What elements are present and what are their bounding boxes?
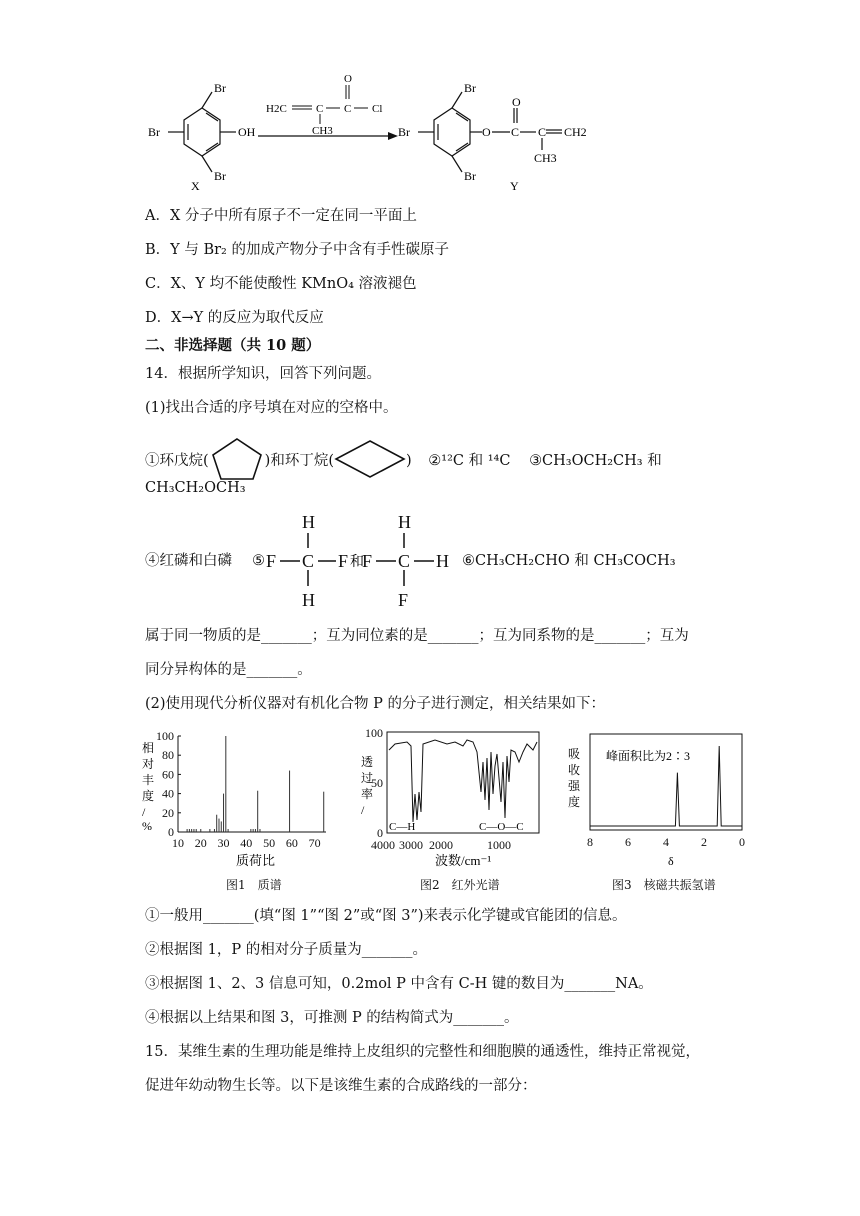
q14-items-row1 [145,437,662,481]
svg-text:过: 过 [361,771,374,785]
atom-c: C [316,103,324,115]
svg-text:强: 强 [568,779,581,793]
fig1-caption: 图1 质谱 [226,878,282,892]
fill-line-2: 同分异构体的是_______。 [145,662,312,678]
q14-sub3: ③根据图 1、2、3 信息可知，0.2mol P 中含有 C-H 键的数目为_______NA。 [145,976,653,992]
cyclopentane-structure [209,437,265,481]
svg-text:率: 率 [361,787,374,801]
atom-oh: OH [238,125,256,139]
svg-text:收: 收 [568,763,581,777]
svg-text:H: H [436,551,449,571]
fig3-caption: 图3 核磁共振氢谱 [612,878,716,892]
annotation-ch: C—H [389,821,416,833]
item1-c: ) [406,453,412,469]
ytick-label: 100 [156,729,174,743]
atom-br: Br [464,81,476,95]
atom-ch3: CH3 [312,125,333,137]
ylabel-char: 对 [142,757,155,771]
xtick-label: 2 [701,835,707,849]
xtick-label: 70 [308,836,321,850]
ir-trace [389,740,537,822]
q14-part1: (1)找出合适的序号填在对应的空格中。 [145,400,398,416]
ytick-label: 0 [168,825,174,839]
peak-area-annotation: 峰面积比为2∶3 [606,749,691,763]
ylabel-char: 度 [142,789,155,803]
svg-text:F: F [362,551,373,571]
ytick-label: 20 [162,805,174,820]
reactant-label: X [191,179,200,193]
svg-text:H: H [398,512,411,532]
atom-ch3: CH3 [534,151,557,165]
item5-prefix: ⑤ [252,553,265,569]
cyclobutane-structure [334,439,406,479]
xlabel: 波数/cm⁻¹ [435,853,492,868]
fill-line-1: 属于同一物质的是_______；互为同位素的是_______；互为同系物的是_______；互为 [145,628,689,644]
svg-text:H: H [302,590,315,610]
svg-text:F: F [398,590,409,610]
ylabel-char: 丰 [142,773,155,787]
svg-text:吸: 吸 [568,747,581,761]
ylabel-char: / [142,805,146,819]
xlabel: 质荷比 [236,853,276,868]
xtick-label: 20 [194,836,207,850]
atom-c: C [344,103,352,115]
xtick-label: 60 [285,836,298,850]
ytick-label: 40 [162,786,174,801]
xtick-label: 50 [263,836,276,850]
xtick-label: 0 [739,835,745,849]
item3: ③CH₃OCH₂CH₃ 和 [529,453,662,469]
option-a: A．X 分子中所有原子不一定在同一平面上 [145,208,417,224]
atom-br: Br [148,125,160,139]
fig2-caption: 图2 红外光谱 [420,878,500,892]
option-d: D．X→Y 的反应为取代反应 [145,310,324,326]
q15-line1: 15．某维生素的生理功能是维持上皮组织的完整性和细胞膜的通透性，维持正常视觉， [145,1044,700,1060]
atom-c: C [538,125,547,139]
svg-text:H: H [302,512,315,532]
item5-and: 和 [350,555,364,570]
svg-text:C: C [302,551,315,571]
item6: ⑥CH₃CH₂CHO 和 CH₃COCH₃ [462,553,676,569]
svg-text:F: F [266,551,277,571]
xtick-label: 30 [217,836,230,850]
xtick-label: 8 [587,835,593,849]
atom-cl: Cl [372,103,383,115]
atom-o: O [512,95,521,109]
option-c: C．X、Y 均不能使酸性 KMnO₄ 溶液褪色 [145,276,417,292]
reaction-scheme [140,70,610,195]
svg-text:F: F [338,551,349,571]
section-heading: 二、非选择题（共 10 题） [145,337,321,354]
ylabel-char: % [142,819,152,833]
xlabel: δ [668,854,674,868]
item5-structures [264,508,464,612]
ir-spectrum-chart [355,722,550,872]
ytick: 100 [365,726,383,740]
svg-text:/: / [361,803,365,817]
svg-text:透: 透 [361,755,374,769]
atom-c: C [511,125,520,139]
xtick-label: 4 [663,835,669,849]
q14-sub2: ②根据图 1，P 的相对分子质量为_______。 [145,942,427,958]
xtick: 4000 [371,838,395,852]
atom-br: Br [464,169,476,183]
atom-br: Br [398,125,410,139]
q14-sub1: ①一般用_______(填“图 1”“图 2”或“图 3”)来表示化学键或官能团的信息。 [145,908,627,924]
atom-o: O [482,125,491,139]
ytick: 50 [371,776,383,790]
nmr-spectrum-chart [560,722,755,872]
atom-br: Br [214,81,226,95]
xtick-label: 10 [172,836,184,850]
mass-spectrum-chart [140,722,340,872]
item3-cont: CH₃CH₂OCH₃ [145,480,246,496]
ylabel-char: 相 [142,741,155,755]
item2: ②¹²C 和 ¹⁴C [428,453,511,469]
xtick-label: 40 [240,836,253,850]
svg-text:度: 度 [568,795,581,809]
option-b: B．Y 与 Br₂ 的加成产物分子中含有手性碳原子 [145,242,449,258]
ytick-label: 80 [162,748,174,763]
product-label: Y [510,179,519,193]
atom-o: O [344,73,352,85]
item1-a: ①环戊烷( [145,453,209,469]
xtick: 1000 [487,838,511,852]
atom-h2c: H2C [266,103,287,115]
atom-ch2: CH2 [564,125,587,139]
ytick: 0 [377,826,383,840]
item4: ④红磷和白磷 [145,553,232,569]
annotation-coc: C—O—C [479,821,524,833]
ytick-label: 60 [162,767,174,782]
q14-part2: (2)使用现代分析仪器对有机化合物 P 的分子进行测定，相关结果如下： [145,696,606,712]
q14-sub4: ④根据以上结果和图 3，可推测 P 的结构简式为_______。 [145,1010,519,1026]
item1-b: )和环丁烷( [264,453,334,469]
atom-br: Br [214,169,226,183]
xtick: 3000 [399,838,423,852]
xtick-label: 6 [625,835,631,849]
q15-line2: 促进年幼动物生长等。以下是该维生素的合成路线的一部分： [145,1078,537,1094]
xtick: 2000 [429,838,453,852]
q14-stem: 14．根据所学知识，回答下列问题。 [145,366,381,382]
svg-text:C: C [398,551,411,571]
